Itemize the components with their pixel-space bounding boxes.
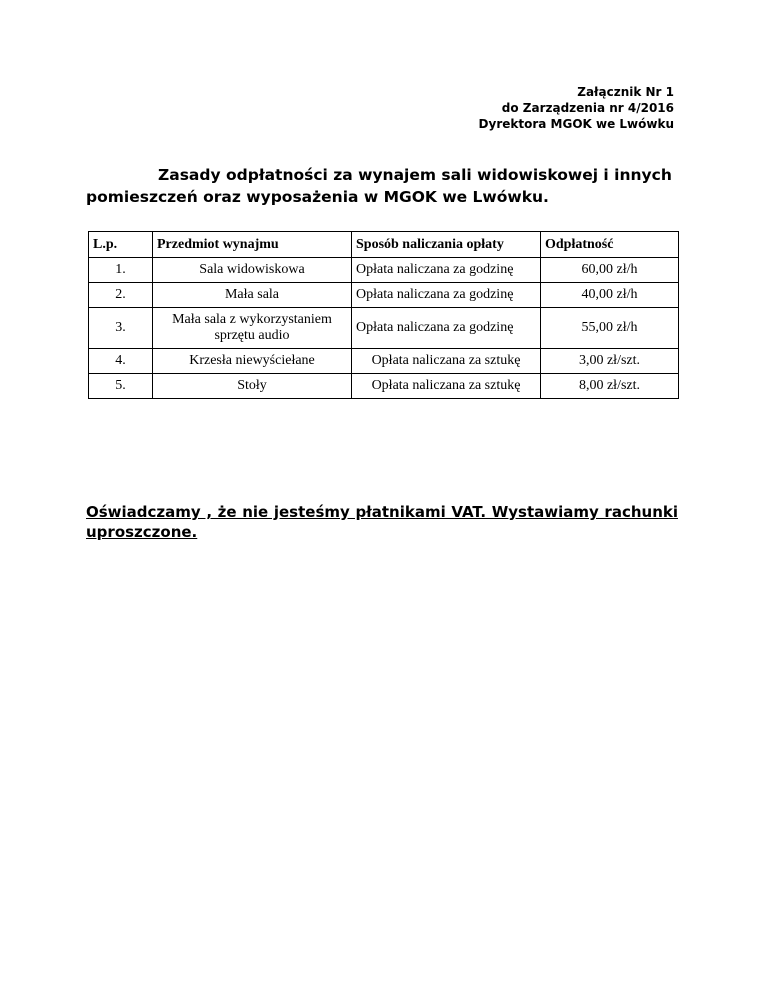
cell-item: Sala widowiskowa: [153, 258, 352, 283]
cell-lp: 2.: [89, 283, 153, 308]
vat-statement: Oświadczamy , że nie jesteśmy płatnikami VAT. Wystawiamy rachunki uproszczone.: [86, 503, 678, 541]
cell-method: Opłata naliczana za godzinę: [352, 308, 541, 349]
table-header-row: [89, 232, 679, 258]
annex-header: [479, 84, 674, 132]
title-line-2: pomieszczeń oraz wyposażenia w MGOK we Lwówku.: [86, 188, 549, 206]
table-row: [89, 349, 679, 374]
cell-fee: 40,00 zł/h: [541, 283, 679, 308]
cell-fee: 3,00 zł/szt.: [541, 349, 679, 374]
title-line-1: Zasady odpłatności za wynajem sali widowiskowej i innych: [158, 166, 672, 184]
cell-method: Opłata naliczana za godzinę: [352, 283, 541, 308]
col-header-fee: Odpłatność: [541, 232, 679, 258]
cell-fee: 55,00 zł/h: [541, 308, 679, 349]
cell-lp: 1.: [89, 258, 153, 283]
col-header-item: Przedmiot wynajmu: [153, 232, 352, 258]
document-title: [86, 164, 676, 208]
cell-method: Opłata naliczana za godzinę: [352, 258, 541, 283]
table-row: [89, 308, 679, 349]
cell-item: Krzesła niewyściełane: [153, 349, 352, 374]
cell-fee: 8,00 zł/szt.: [541, 374, 679, 399]
col-header-method: Sposób naliczania opłaty: [352, 232, 541, 258]
cell-item: Mała sala: [153, 283, 352, 308]
annex-number: Załącznik Nr 1: [577, 85, 674, 99]
col-header-lp: L.p.: [89, 232, 153, 258]
cell-method: Opłata naliczana za sztukę: [352, 349, 541, 374]
cell-item: Stoły: [153, 374, 352, 399]
cell-lp: 4.: [89, 349, 153, 374]
table-row: [89, 283, 679, 308]
annex-ordinance: do Zarządzenia nr 4/2016: [501, 101, 674, 115]
table-row: [89, 258, 679, 283]
cell-lp: 3.: [89, 308, 153, 349]
fees-table: [88, 231, 679, 399]
cell-fee: 60,00 zł/h: [541, 258, 679, 283]
table-row: [89, 374, 679, 399]
cell-method: Opłata naliczana za sztukę: [352, 374, 541, 399]
cell-lp: 5.: [89, 374, 153, 399]
cell-item: Mała sala z wykorzystaniem sprzętu audio: [153, 308, 352, 349]
annex-director: Dyrektora MGOK we Lwówku: [478, 117, 674, 131]
